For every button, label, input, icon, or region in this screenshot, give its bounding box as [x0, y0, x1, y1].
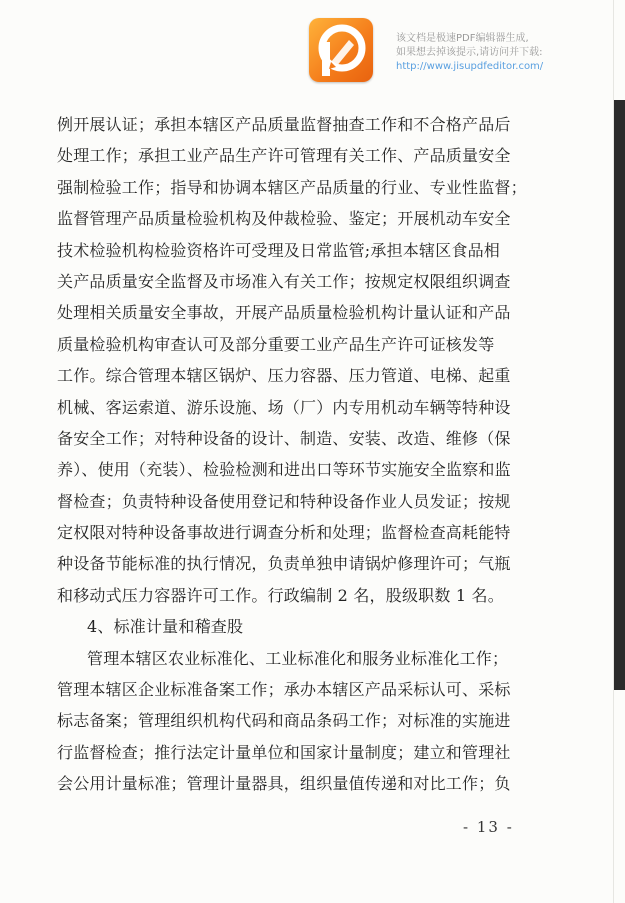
- text-line: 技术检验机构检验资格许可受理及日常监管;承担本辖区食品相: [57, 240, 500, 260]
- text-line: 和移动式压力容器许可工作。行政编制 2 名，股级职数 1 名。: [57, 585, 504, 605]
- text-line: 工作。综合管理本辖区锅炉、压力容器、压力管道、电梯、起重: [57, 366, 511, 386]
- text-line: 管理本辖区农业标准化、工业标准化和服务业标准化工作；: [87, 648, 509, 668]
- text-line: 例开展认证；承担本辖区产品质量监督抽查工作和不合格产品后: [57, 115, 511, 134]
- text-line: 处理工作；承担工业产品生产许可管理有关工作、产品质量安全: [57, 146, 511, 166]
- body-text: [57, 109, 547, 800]
- watermark-url-link[interactable]: http://www.jisupdfeditor.com/: [396, 61, 544, 72]
- watermark-line-2: 如果想去掉该提示,请访问并下载:: [396, 47, 543, 58]
- pdf-editor-logo-icon: [309, 18, 373, 82]
- text-line: 关产品质量安全监督及市场准入有关工作；按规定权限组织调查: [57, 271, 511, 291]
- text-line: 养）、使用（充装）、检验检测和进出口等环节实施安全监察和监: [57, 460, 511, 480]
- text-line: 机械、客运索道、游乐设施、场（厂）内专用机动车辆等特种设: [57, 397, 511, 417]
- page-number: - 13 -: [463, 818, 514, 836]
- text-line: 种设备节能标准的执行情况，负责单独申请锅炉修理许可；气瓶: [57, 554, 511, 574]
- watermark-notice: [396, 32, 596, 74]
- text-line: 会公用计量标准；管理计量器具，组织量值传递和对比工作；负: [57, 774, 511, 794]
- watermark-line-1: 该文档是极速PDF编辑器生成,: [396, 33, 529, 44]
- text-line: 定权限对特种设备事故进行调查分析和处理；监督检查高耗能特: [57, 523, 511, 543]
- text-line: 标志备案；管理组织机构代码和商品条码工作；对标准的实施进: [57, 711, 511, 731]
- text-line: 处理相关质量安全事故，开展产品质量检验机构计量认证和产品: [57, 303, 511, 323]
- text-line: 行监督检查；推行法定计量单位和国家计量制度；建立和管理社: [57, 742, 511, 762]
- text-line: 督检查；负责特种设备使用登记和特种设备作业人员发证；按规: [57, 491, 511, 511]
- text-line: 管理本辖区企业标准备案工作；承办本辖区产品采标认可、采标: [57, 680, 511, 700]
- scan-border-bar: [614, 100, 625, 690]
- text-line: 监督管理产品质量检验机构及仲裁检验、鉴定；开展机动车安全: [57, 209, 511, 229]
- text-line: 强制检验工作；指导和协调本辖区产品质量的行业、专业性监督；: [57, 177, 527, 197]
- section-heading: 4、标准计量和稽查股: [87, 617, 244, 637]
- text-line: 质量检验机构审查认可及部分重要工业产品生产许可证核发等: [57, 334, 495, 354]
- text-line: 备安全工作；对特种设备的设计、制造、安装、改造、维修（保: [57, 428, 511, 448]
